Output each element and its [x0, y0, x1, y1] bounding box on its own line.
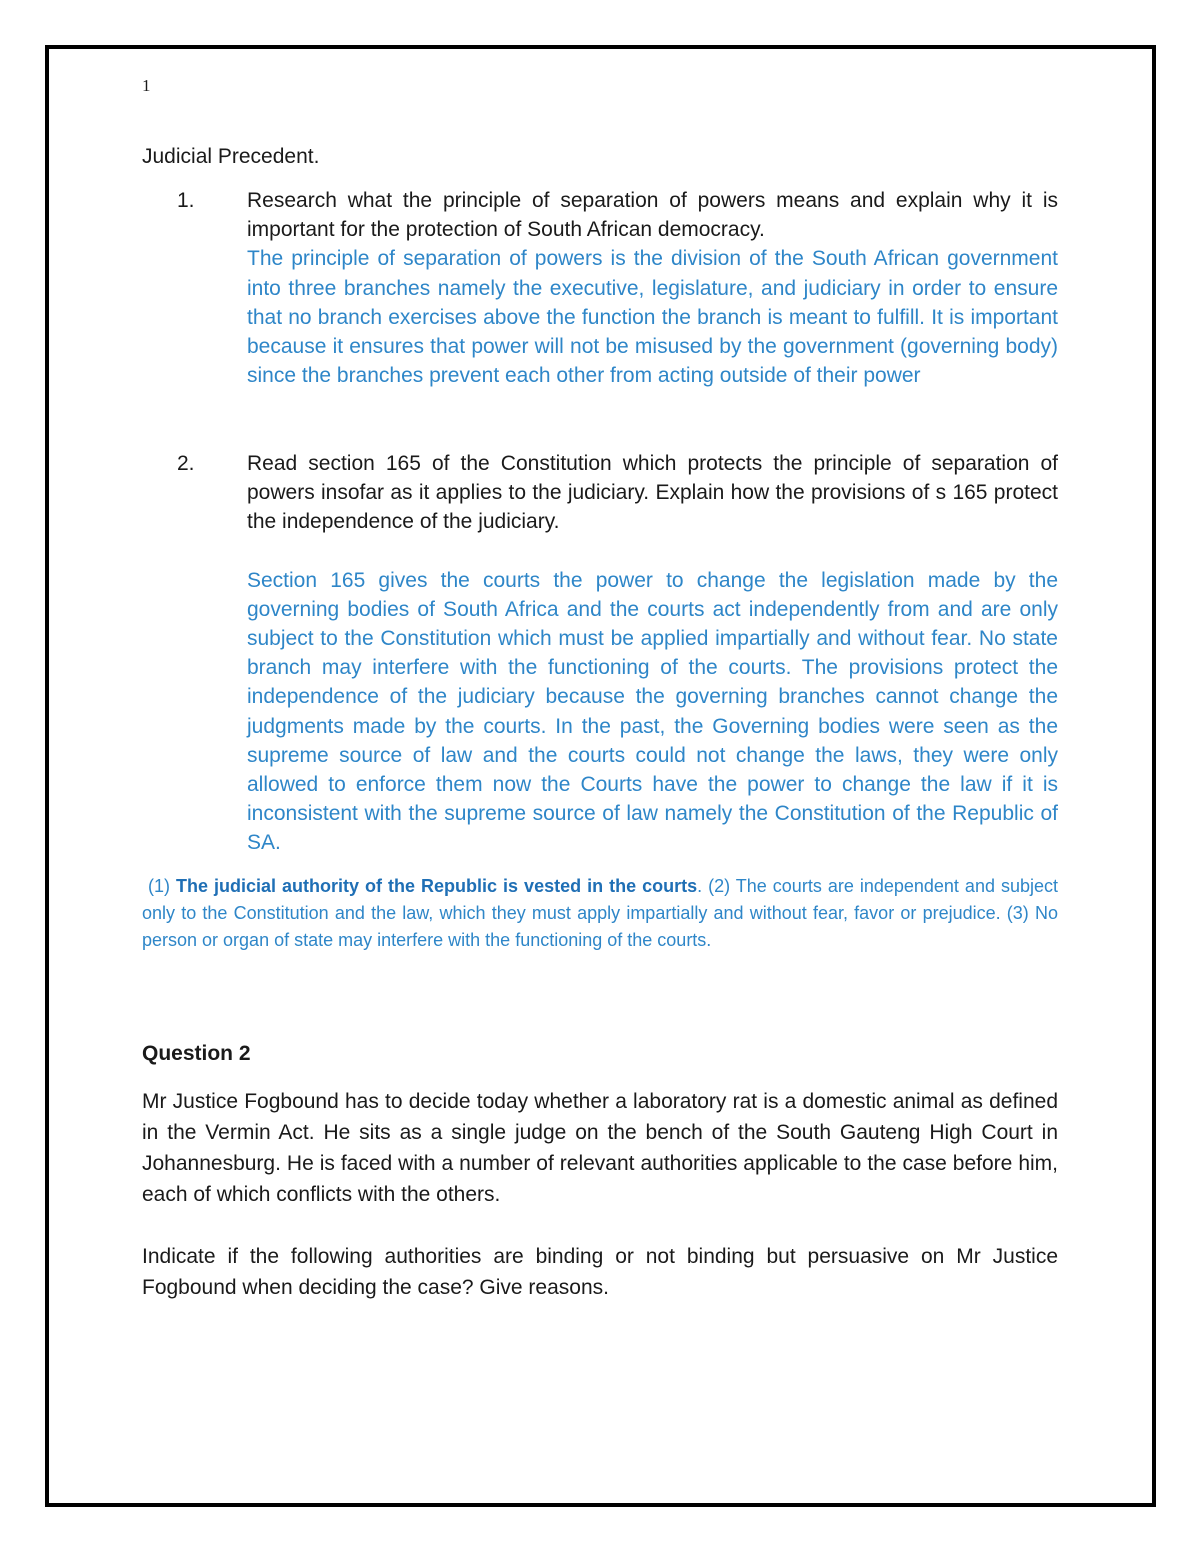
- page-number: 1: [142, 76, 151, 95]
- question-2-paragraph-1: Mr Justice Fogbound has to decide today whether a laboratory rat is a domestic animal as defined in the Vermin Act. He sits as a single judge on the bench of the South Gauteng High Court in Johannesburg. He is faced with a number of relevant authorities applicable to the case before him, each of which conflicts with the others.: [142, 1090, 1058, 1206]
- question-number: 2.: [177, 452, 195, 475]
- constitution-quote: [142, 873, 1058, 954]
- question-text: Research what the principle of separation of powers means and explain why it is important for the protection of South African democracy.: [247, 189, 1058, 242]
- quote-rest-text: . (2) The courts are independent and subject only to the Constitution and the law, which they must apply impartially and without fear, favor or prejudice. (3) No person or organ of state may interfere with the functioning of the courts.: [142, 876, 1058, 950]
- question-2-paragraph-2: Indicate if the following authorities are binding or not binding but persuasive on Mr Justice Fogbound when deciding the case? Give reasons.: [142, 1245, 1058, 1299]
- document-title: Judicial Precedent.: [142, 145, 320, 168]
- question-text: Read section 165 of the Constitution which protects the principle of separation of powers insofar as it applies to the judiciary. Explain how the provisions of s 165 protect the independence of the judiciary.: [247, 452, 1058, 534]
- question-body: [247, 186, 1058, 390]
- quote-prefix: (1): [148, 876, 171, 896]
- question-body: [247, 449, 1058, 858]
- answer-text: The principle of separation of powers is the division of the South African government into three branches namely the executive, legislature, and judiciary in order to ensure that no branch exercises above the function the branch is meant to fulfill. It is important because it ensures that power will not be misused by the government (governing body) since the branches prevent each other from acting outside of their power: [247, 247, 1058, 388]
- quote-bold-text: The judicial authority of the Republic is vested in the courts: [176, 876, 698, 896]
- question-2-heading: Question 2: [142, 1042, 251, 1065]
- answer-text: Section 165 gives the courts the power to change the legislation made by the governing bodies of South Africa and the courts act independently from and are only subject to the Constitution which must be applied impartially and without fear. No state branch may interfere with the functioning of the courts. The provisions protect the independence of the judiciary because the governing branches cannot change the judgments made by the courts. In the past, the Governing bodies were seen as the supreme source of law and the courts could not change the laws, they were only allowed to enforce them now the Courts have the power to change the law if it is inconsistent with the supreme source of law namely the Constitution of the Republic of SA.: [247, 568, 1058, 855]
- question-number: 1.: [177, 189, 195, 212]
